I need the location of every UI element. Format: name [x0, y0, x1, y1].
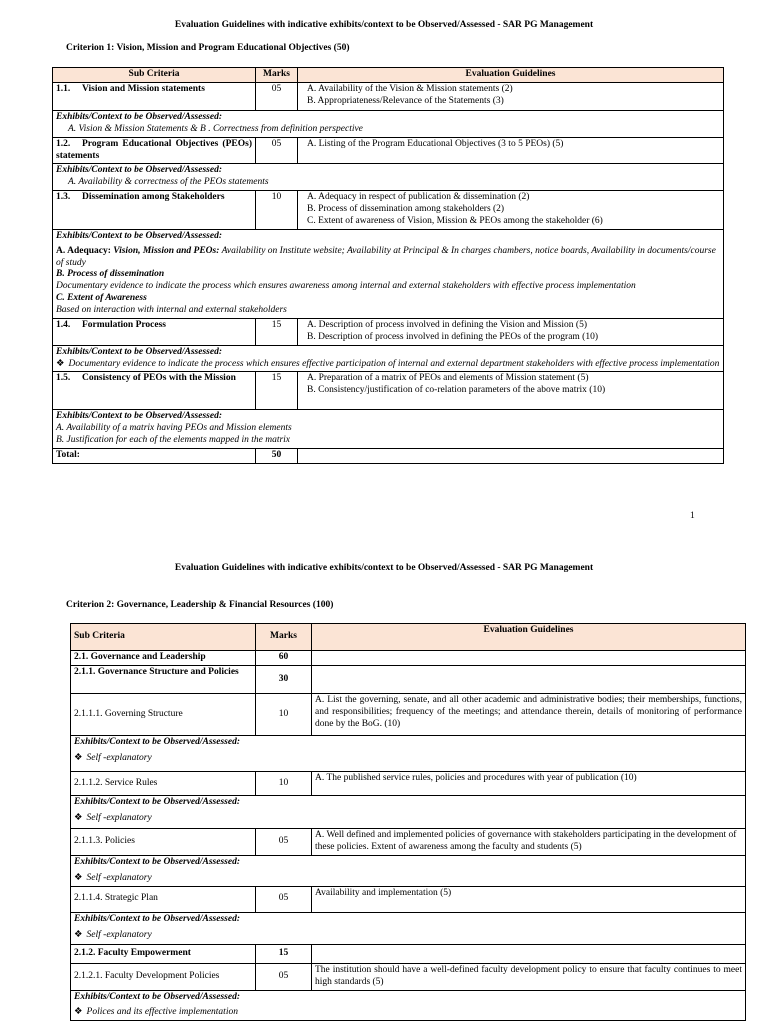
guidelines-cell: [298, 318, 724, 345]
guidelines-cell: [312, 666, 746, 694]
guidelines-cell: A. List the governing, senate, and all other academic and administrative bodies; their memberships, functions, and responsibilities; frequency of the meetings; and attendance therein, details of monitoring of performance done by the BoG. (10): [312, 694, 746, 736]
exhibits-label: Exhibits/Context to be Observed/Assessed:: [56, 411, 222, 422]
page1-title: Evaluation Guidelines with indicative exhibits/context to be Observed/Assessed - SAR PG Management: [174, 20, 594, 30]
criteria-title: Vision and Mission statements: [82, 83, 205, 94]
table-row: [53, 318, 724, 345]
exhibits-label: Exhibits/Context to be Observed/Assessed:: [56, 111, 222, 122]
sub-criteria-cell: [53, 137, 256, 164]
table-row: [71, 944, 746, 963]
exhibits-row: [71, 736, 746, 772]
marks-cell: 05: [256, 963, 312, 990]
exhibit-text: A. Availability & correctness of the PEOs statements: [68, 177, 269, 188]
exhibit-a-emph: Vision, Mission and PEOs:: [113, 245, 220, 256]
header-sub-criteria: Sub Criteria: [53, 68, 256, 83]
exhibits-label: Exhibits/Context to be Observed/Assessed:: [74, 991, 240, 1002]
guidelines-cell: [298, 137, 724, 164]
marks-cell: 10: [256, 772, 312, 796]
guidelines-cell: [298, 372, 724, 410]
criteria-number: 1.2.: [56, 138, 71, 149]
table-header-row: [71, 624, 746, 651]
exhibits-label: Exhibits/Context to be Observed/Assessed:: [56, 230, 222, 241]
exhibits-row: [53, 110, 724, 137]
guideline-item: A. Availability of the Vision & Mission statements (2): [307, 83, 513, 94]
exhibit-text: ❖ Documentary evidence to indicate the process which ensures effective participation of internal and external department stakeholders with effective process implementation: [56, 358, 720, 369]
criterion-2-title: Criterion 2: Governance, Leadership & Financial Resources (100): [66, 600, 334, 610]
exhibit-text: ❖ Polices and its effective implementation: [74, 1007, 238, 1018]
header-guidelines: Evaluation Guidelines: [298, 68, 724, 83]
exhibits-label: Exhibits/Context to be Observed/Assessed:: [74, 797, 240, 807]
exhibits-label: Exhibits/Context to be Observed/Assessed:: [56, 165, 222, 176]
table-row: [53, 137, 724, 164]
guidelines-cell: [298, 191, 724, 230]
exhibits-row: [71, 912, 746, 944]
exhibit-text: ❖ Self -explanatory: [74, 929, 152, 940]
guidelines-cell: [312, 651, 746, 666]
table-row: [53, 82, 724, 110]
exhibit-text: ❖ Self -explanatory: [74, 812, 152, 823]
table-row: [71, 886, 746, 912]
sub-criteria-cell: [53, 318, 256, 345]
guideline-item: B. Description of process involved in defining the PEOs of the program (10): [307, 331, 599, 342]
exhibits-row: [53, 410, 724, 449]
guidelines-cell: [298, 82, 724, 110]
exhibit-text: ❖ Self -explanatory: [74, 752, 152, 763]
diamond-bullet-icon: ❖: [74, 1007, 83, 1018]
criterion-1-title: Criterion 1: Vision, Mission and Program Educational Objectives (50): [66, 43, 350, 53]
table-row: [71, 666, 746, 694]
guideline-item: B. Consistency/justification of co-relation parameters of the above matrix (10): [307, 385, 606, 396]
header-marks: Marks: [256, 68, 298, 83]
criteria-title: Program Educational Objectives (PEOs) statements: [56, 138, 252, 161]
page2-title: Evaluation Guidelines with indicative exhibits/context to be Observed/Assessed - SAR PG Management: [174, 563, 594, 573]
marks-cell: 05: [256, 829, 312, 856]
marks-cell: 10: [256, 694, 312, 736]
total-marks: 50: [256, 449, 298, 464]
exhibits-row: [71, 990, 746, 1021]
guidelines-cell: A. Well defined and implemented policies of governance with stakeholders participating in the development of these policies. Extent of awareness among the faculty and students (5): [312, 829, 746, 856]
exhibit-text: A. Vision & Mission Statements & B . Correctness from definition perspective: [68, 123, 363, 134]
sub-criteria-cell: 2.1.1. Governance Structure and Policies: [71, 666, 256, 694]
diamond-bullet-icon: ❖: [74, 752, 83, 763]
marks-cell: 05: [256, 82, 298, 110]
guidelines-cell: Availability and implementation (5): [312, 886, 746, 912]
marks-cell: 05: [256, 886, 312, 912]
sub-criteria-cell: 2.1. Governance and Leadership: [71, 651, 256, 666]
guidelines-cell: The institution should have a well-defined faculty development policy to ensure that faculty continues to meet high standards (5): [312, 963, 746, 990]
total-row: [53, 449, 724, 464]
page-number: 1: [690, 511, 695, 521]
marks-cell: 60: [256, 651, 312, 666]
guideline-item: C. Extent of awareness of Vision, Mission & PEOs among the stakeholder (6): [307, 215, 603, 226]
exhibits-row: [53, 345, 724, 372]
header-marks: Marks: [256, 624, 312, 651]
sub-criteria-cell: [53, 372, 256, 410]
criteria-number: 1.4.: [56, 319, 71, 330]
sub-criteria-cell: 2.1.1.2. Service Rules: [71, 772, 256, 796]
diamond-bullet-icon: ❖: [74, 812, 83, 823]
exhibit-b-text: Documentary evidence to indicate the process which ensures awareness among internal and external stakeholders with effective process implementation: [56, 281, 636, 292]
table-row: [53, 372, 724, 410]
exhibit-b-label: B. Process of dissemination: [56, 269, 165, 280]
sub-criteria-cell: 2.1.2.1. Faculty Development Policies: [71, 963, 256, 990]
exhibits-row: [71, 796, 746, 829]
table-row: [53, 191, 724, 230]
sub-criteria-cell: 2.1.1.4. Strategic Plan: [71, 886, 256, 912]
guidelines-cell: [312, 944, 746, 963]
marks-cell: 10: [256, 191, 298, 230]
sub-criteria-cell: [53, 82, 256, 110]
marks-cell: 15: [256, 318, 298, 345]
criteria-title: Dissemination among Stakeholders: [82, 192, 225, 203]
guideline-item: A. Listing of the Program Educational Objectives (3 to 5 PEOs) (5): [307, 138, 564, 149]
exhibit-a-text: Availability on Institute website; Availability at Principal & In charges chambers, notice boards, Availability in documents/course of study: [56, 245, 716, 268]
sub-criteria-cell: [53, 191, 256, 230]
exhibits-row: [53, 164, 724, 191]
guideline-item: A. Adequacy in respect of publication & dissemination (2): [307, 192, 530, 203]
exhibit-adequacy: [56, 246, 720, 270]
exhibit-text: B. Justification for each of the elements mapped in the matrix: [56, 435, 291, 446]
total-empty: [298, 449, 724, 464]
exhibits-label: Exhibits/Context to be Observed/Assessed:: [74, 737, 240, 747]
table-row: [71, 829, 746, 856]
guideline-item: A. Description of process involved in defining the Vision and Mission (5): [307, 319, 587, 330]
table-row: [71, 963, 746, 990]
criteria-title: Formulation Process: [82, 319, 166, 330]
guidelines-cell: A. The published service rules, policies and procedures with year of publication (10): [312, 772, 746, 796]
marks-cell: 15: [256, 372, 298, 410]
guideline-item: A. Preparation of a matrix of PEOs and elements of Mission statement (5): [307, 373, 589, 384]
marks-cell: 15: [256, 944, 312, 963]
table-row: [71, 694, 746, 736]
table-header-row: [53, 68, 724, 83]
marks-cell: 05: [256, 137, 298, 164]
exhibit-c-label: C. Extent of Awareness: [56, 293, 147, 304]
sub-criteria-cell: 2.1.2. Faculty Empowerment: [71, 944, 256, 963]
table-row: [71, 651, 746, 666]
criteria-number: 1.3.: [56, 192, 71, 203]
exhibit-a-label: A. Adequacy:: [56, 245, 114, 256]
sub-criteria-cell: 2.1.1.3. Policies: [71, 829, 256, 856]
guideline-item: B. Appropriateness/Relevance of the Statements (3): [307, 95, 504, 106]
total-label: Total:: [53, 449, 256, 464]
criterion-1-table: [52, 67, 724, 464]
diamond-bullet-icon: ❖: [74, 929, 83, 940]
marks-cell: 30: [256, 666, 312, 694]
criterion-2-table: [70, 623, 746, 1021]
exhibits-label: Exhibits/Context to be Observed/Assessed:: [56, 346, 222, 357]
exhibits-label: Exhibits/Context to be Observed/Assessed:: [74, 856, 240, 867]
guideline-item: B. Process of dissemination among stakeholders (2): [307, 204, 505, 214]
exhibit-text: A. Availability of a matrix having PEOs and Mission elements: [56, 423, 292, 434]
exhibits-row: [53, 229, 724, 318]
sub-criteria-cell: 2.1.1.1. Governing Structure: [71, 694, 256, 736]
exhibits-row: [71, 855, 746, 886]
criteria-number: 1.1.: [56, 83, 71, 94]
criteria-title: Consistency of PEOs with the Mission: [82, 373, 236, 384]
exhibits-label: Exhibits/Context to be Observed/Assessed:: [74, 913, 240, 924]
criteria-number: 1.5.: [56, 373, 71, 384]
exhibit-c-text: Based on interaction with internal and external stakeholders: [56, 305, 287, 315]
diamond-bullet-icon: ❖: [74, 872, 83, 883]
header-guidelines: Evaluation Guidelines: [312, 624, 746, 651]
table-row: [71, 772, 746, 796]
exhibit-text: ❖ Self -explanatory: [74, 872, 152, 883]
header-sub-criteria: Sub Criteria: [71, 624, 256, 651]
diamond-bullet-icon: ❖: [56, 358, 65, 369]
